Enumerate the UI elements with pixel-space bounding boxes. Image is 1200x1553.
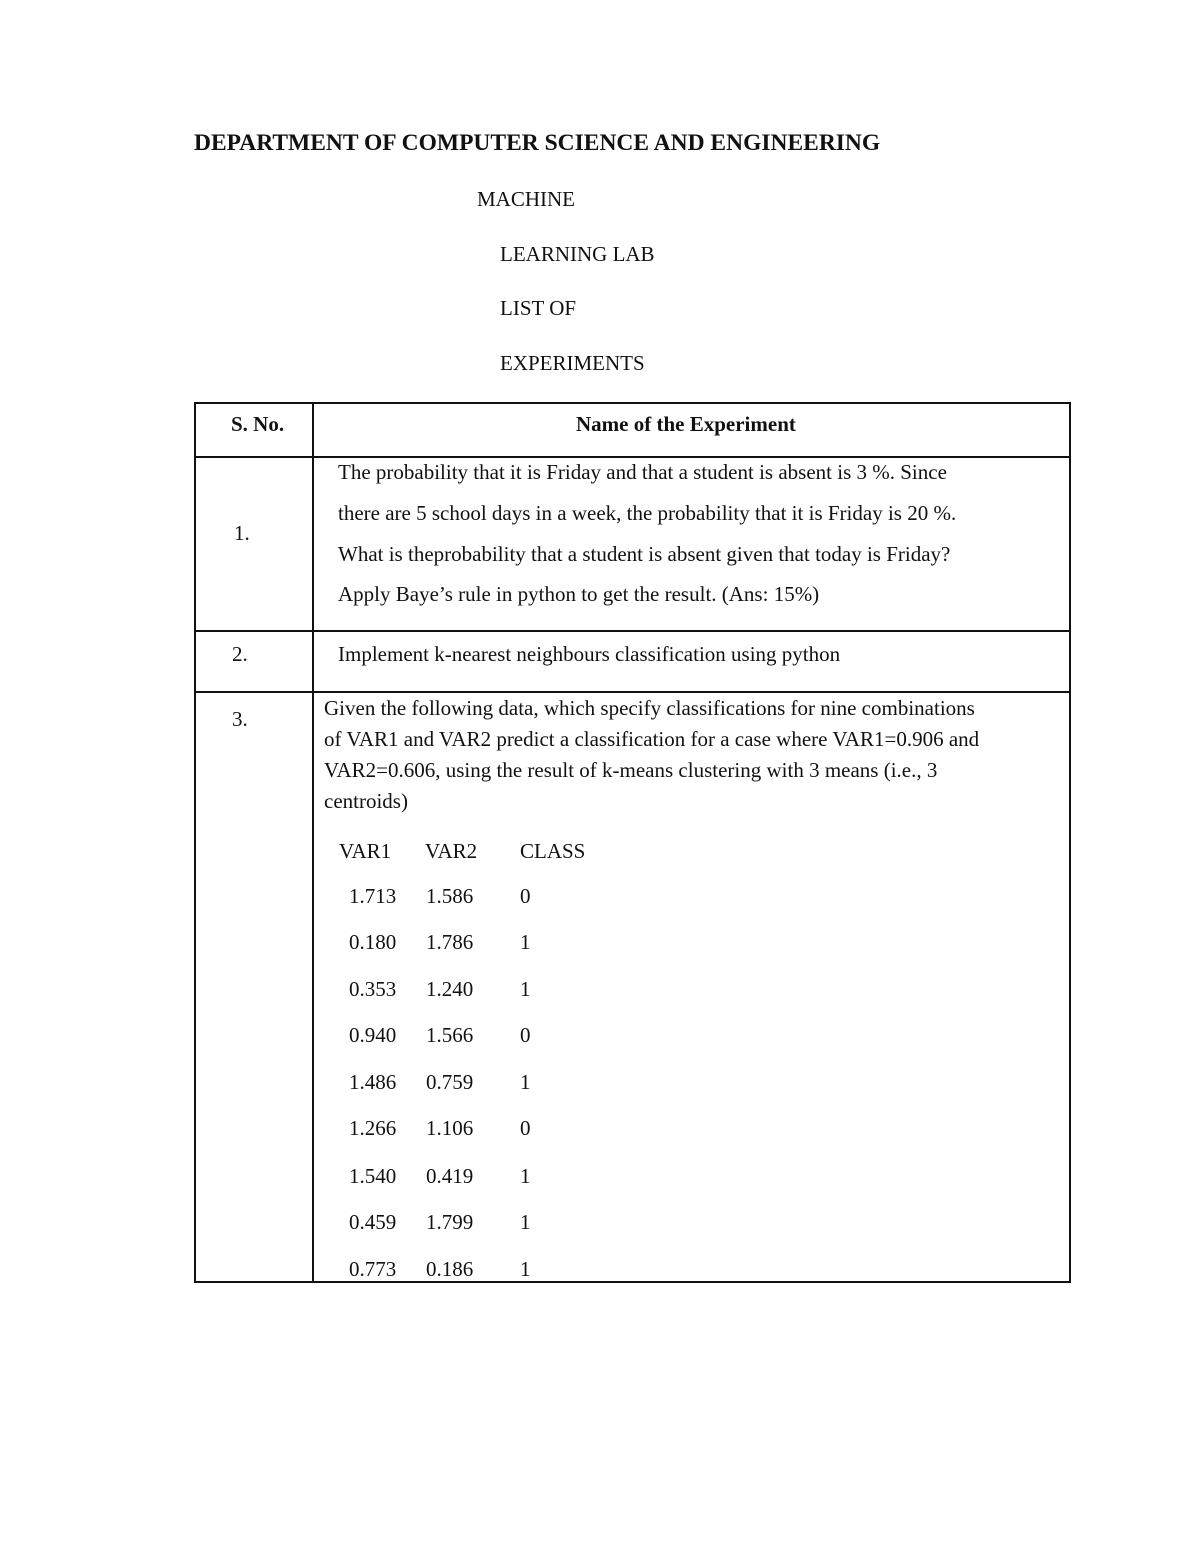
data-var1: 0.459 [349, 1210, 397, 1234]
data-header-var2: VAR2 [425, 839, 478, 863]
data-class: 0 [520, 1023, 531, 1047]
column-header-name: Name of the Experiment [576, 412, 796, 436]
data-row [196, 930, 1069, 960]
data-var2: 0.759 [426, 1070, 474, 1094]
data-var1: 1.266 [349, 1116, 397, 1140]
subtitle-machine: MACHINE [477, 187, 575, 211]
data-class: 1 [520, 1164, 531, 1188]
data-var1: 1.713 [349, 884, 397, 908]
row-divider [196, 630, 1069, 632]
row-3-text-line: Given the following data, which specify classifications for nine combinations [324, 696, 975, 720]
data-var1: 1.540 [349, 1164, 397, 1188]
row-1-text-line: there are 5 school days in a week, the probability that it is Friday is 20 %. [338, 501, 957, 525]
row-1-text-line: Apply Baye’s rule in python to get the result. (Ans: 15%) [338, 582, 820, 606]
subtitle-experiments: EXPERIMENTS [500, 351, 645, 375]
data-var2: 1.586 [426, 884, 474, 908]
data-class: 1 [520, 1070, 531, 1094]
data-var2: 1.566 [426, 1023, 474, 1047]
data-row [196, 884, 1069, 914]
data-class: 0 [520, 884, 531, 908]
data-header-var1: VAR1 [339, 839, 392, 863]
data-class: 0 [520, 1116, 531, 1140]
row-2-sno: 2. [232, 642, 248, 666]
data-var2: 1.106 [426, 1116, 474, 1140]
department-title: DEPARTMENT OF COMPUTER SCIENCE AND ENGINEERING [194, 130, 881, 156]
data-var2: 1.240 [426, 977, 474, 1001]
data-class: 1 [520, 1210, 531, 1234]
column-header-sno: S. No. [231, 412, 285, 436]
data-var2: 0.186 [426, 1257, 474, 1281]
data-var2: 1.799 [426, 1210, 474, 1234]
data-var1: 1.486 [349, 1070, 397, 1094]
data-class: 1 [520, 1257, 531, 1281]
data-var1: 0.773 [349, 1257, 397, 1281]
data-class: 1 [520, 977, 531, 1001]
subtitle-learning-lab: LEARNING LAB [500, 242, 655, 266]
data-class: 1 [520, 930, 531, 954]
row-divider [196, 456, 1069, 458]
data-var1: 0.940 [349, 1023, 397, 1047]
row-1-text-line: What is theprobability that a student is absent given that today is Friday? [338, 542, 951, 566]
data-row [196, 1210, 1069, 1240]
column-divider [312, 404, 314, 1281]
data-var2: 1.786 [426, 930, 474, 954]
row-divider [196, 691, 1069, 693]
data-row [196, 1116, 1069, 1146]
row-3-sno: 3. [232, 707, 248, 731]
data-row [196, 1164, 1069, 1194]
row-3-text-line: of VAR1 and VAR2 predict a classification for a case where VAR1=0.906 and [324, 727, 980, 751]
row-1-text-line: The probability that it is Friday and that a student is absent is 3 %. Since [338, 460, 947, 484]
row-3-text-line: centroids) [324, 789, 408, 813]
data-row [196, 1023, 1069, 1053]
data-var2: 0.419 [426, 1164, 474, 1188]
experiments-table [194, 402, 1071, 1283]
row-1-sno: 1. [234, 521, 250, 545]
subtitle-list-of: LIST OF [500, 296, 577, 320]
row-3-text-line: VAR2=0.606, using the result of k-means clustering with 3 means (i.e., 3 [324, 758, 938, 782]
data-var1: 0.180 [349, 930, 397, 954]
data-row [196, 1070, 1069, 1100]
data-row [196, 1257, 1069, 1287]
row-2-text-line: Implement k-nearest neighbours classification using python [338, 642, 841, 666]
data-header-class: CLASS [520, 839, 586, 863]
data-row [196, 977, 1069, 1007]
data-var1: 0.353 [349, 977, 397, 1001]
